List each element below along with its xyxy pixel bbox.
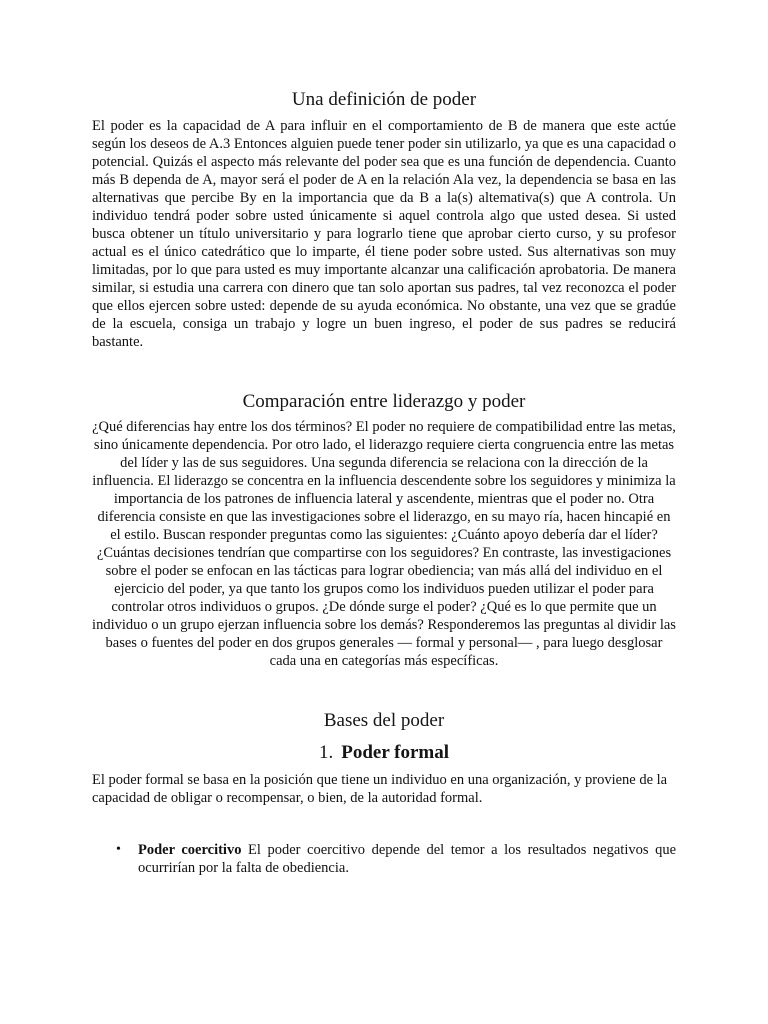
- formal-power-number: 1.: [318, 742, 334, 763]
- bullet-icon: •: [116, 842, 121, 857]
- comparison-paragraph: ¿Qué diferencias hay entre los dos términos? El poder no requiere de compatibilidad entre las metas, sino únicamente dependencia. Por otro lado, el liderazgo requiere cierta congruencia entre las metas del líder y las de sus seguidores. Una segunda diferencia se relaciona con la dirección de la influencia. El liderazgo se concentra en la influencia descendente sobre los seguidores y minimiza la importancia de los patrones de influencia lateral y ascendente, mientras que el poder no. Otra diferencia consiste en que las investigaciones sobre el liderazgo, en su mayo ría, hacen hincapié en el estilo. Buscan responder preguntas como las siguientes: ¿Cuánto apoyo debería dar el líder? ¿Cuántas decisiones tendrían que compartirse con los seguidores? En contraste, las investigaciones sobre el poder se enfocan en las tácticas para lograr obediencia; van más allá del individuo en el ejercicio del poder, ya que tanto los grupos como los individuos pueden utilizar el poder para controlar otros individuos o grupos. ¿De dónde surge el poder? ¿Qué es lo que permite que un individuo o un grupo ejerzan influencia sobre los demás? Responderemos las preguntas al dividir las bases o fuentes del poder en dos grupos generales — formal y personal— , para luego desglosar cada una en categorías más específicas.: [92, 419, 676, 669]
- power-types-list: [92, 841, 676, 877]
- comparison-title: Comparación entre liderazgo y poder: [242, 391, 526, 412]
- bases-title: Bases del poder: [323, 710, 445, 731]
- coercive-power-label: Poder coercitivo: [138, 842, 242, 858]
- list-item: [92, 841, 676, 877]
- formal-power-title: Poder formal: [341, 742, 450, 763]
- coercive-power-text: El poder coercitivo depende del temor a los resultados negativos que ocurrirían por la falta de obediencia.: [138, 842, 677, 876]
- formal-power-paragraph: El poder formal se basa en la posición que tiene un individuo en una organización, y proviene de la capacidad de obligar o recompensar, o bien, de la autoridad formal.: [92, 772, 668, 806]
- formal-power-heading: [92, 741, 676, 765]
- intro-paragraph: El poder es la capacidad de A para influir en el comportamiento de B de manera que este actúe según los deseos de A.3 Entonces alguien puede tener poder sin utilizarlo, ya que es una capacidad o potencial. Quizás el aspecto más relevante del poder sea que es una función de dependencia. Cuanto más B dependa de A, mayor será el poder de A en la relación Ala vez, la dependencia se basa en las alternativas que percibe By en la importancia que da B a la(s) altemativa(s) que A controla. Un individuo tendrá poder sobre usted únicamente si aquel controla algo que usted desea. Si usted busca obtener un título universitario y para lograrlo tiene que aprobar cierto curso, y su profesor actual es el único catedrático que lo imparte, él tiene poder sobre usted. Sus alternativas son muy limitadas, por lo que para usted es muy importante alcanzar una calificación aprobatoria. De manera similar, si estudia una carrera con dinero que tan solo aportan sus padres, tal vez reconozca el poder que ellos ejercen sobre usted: depende de su ayuda económica. No obstante, una vez que se gradúe de la escuela, consiga un trabajo y logre un buen ingreso, el poder de sus padres se reducirá bastante.: [92, 118, 676, 350]
- main-title: Una definición de poder: [291, 89, 477, 110]
